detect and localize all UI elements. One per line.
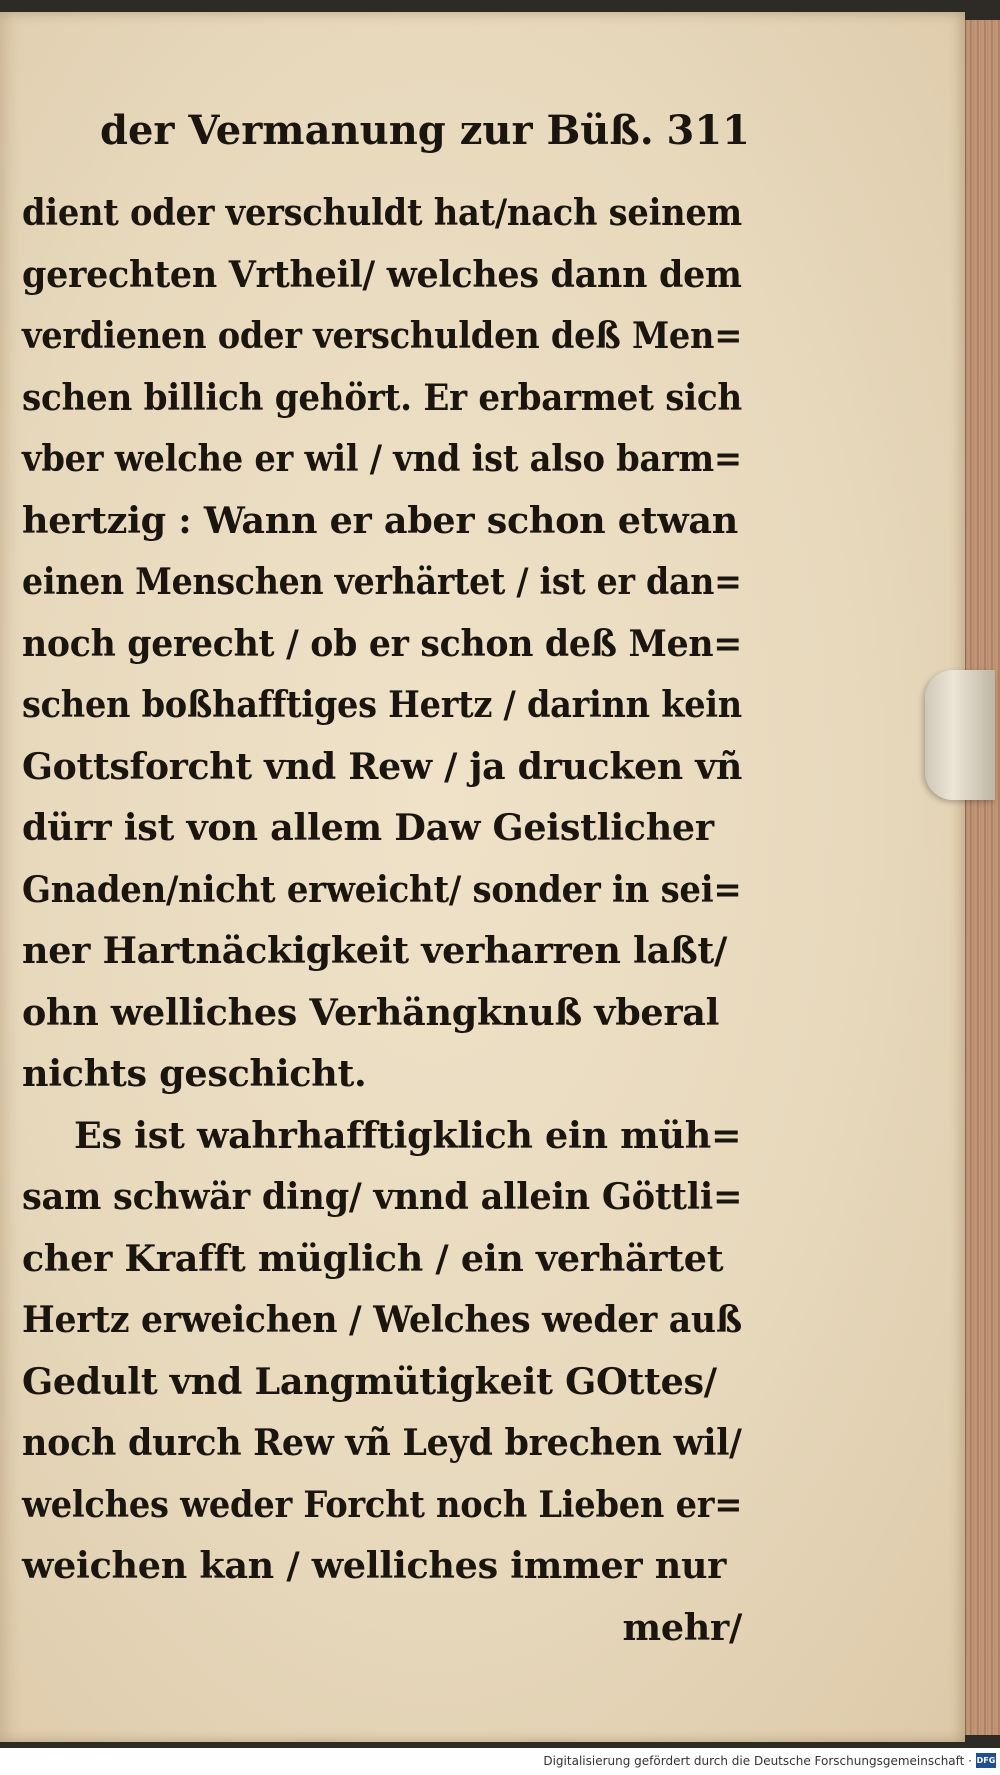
digitization-footer xyxy=(0,1748,1000,1775)
text-line: vber welche er wil / vnd ist also barm= xyxy=(22,437,742,480)
text-line: hertzig : Wann er aber schon etwan xyxy=(22,498,738,542)
text-line: verdienen oder verschulden deß Men= xyxy=(22,314,743,357)
text-line: weichen kan / welliches immer nur xyxy=(22,1544,727,1587)
text-line: Gnaden/nicht erweicht/ sonder in sei= xyxy=(22,867,742,911)
dfg-logo-icon: DFG xyxy=(976,1753,996,1768)
text-line: welches weder Forcht noch Lieben er= xyxy=(22,1482,743,1526)
running-head: der Vermanung zur Büß. xyxy=(100,107,654,154)
paragraph-start-line: Es ist wahrhafftigklich ein müh= xyxy=(74,1113,742,1157)
text-line: ner Hartnäckigkeit verharren laßt/ xyxy=(22,929,727,972)
text-line: noch durch Rew vñ Leyd brechen wil/ xyxy=(22,1421,742,1464)
text-line: cher Krafft müglich / ein verhärtet xyxy=(22,1236,724,1280)
text-line: ohn welliches Verhängknuß vberal xyxy=(22,990,720,1034)
text-line: gerechten Vrtheil/ welches dann dem xyxy=(22,252,742,296)
text-line: Hertz erweichen / Welches weder auß xyxy=(22,1298,742,1341)
funding-credit: Digitalisierung gefördert durch die Deutsche Forschungsgemeinschaft · xyxy=(543,1754,972,1768)
text-line: schen boßhafftiges Hertz / darinn kein xyxy=(22,683,742,726)
page-header xyxy=(100,107,750,167)
body-text xyxy=(22,182,742,1658)
text-line: nichts geschicht. xyxy=(22,1052,367,1095)
text-line: schen billich gehört. Er erbarmet sich xyxy=(22,375,742,419)
text-line: dürr ist von allem Daw Geistlicher xyxy=(22,806,714,849)
text-line: Gedult vnd Langmütigkeit GOttes/ xyxy=(22,1359,717,1403)
page-number: 311 xyxy=(666,107,750,154)
text-line: einen Menschen verhärtet / ist er dan= xyxy=(22,560,742,603)
text-line: noch gerecht / ob er schon deß Men= xyxy=(22,621,743,665)
paper-page xyxy=(0,12,965,1742)
book-clip xyxy=(925,670,995,800)
book-page-edge xyxy=(965,20,1000,1735)
catchword: mehr/ xyxy=(622,1605,742,1649)
text-line: Gottsforcht vnd Rew / ja drucken vñ xyxy=(22,744,743,788)
text-line: dient oder verschuldt hat/nach seinem xyxy=(22,191,742,234)
text-line: sam schwär ding/ vnnd allein Göttli= xyxy=(22,1175,743,1218)
